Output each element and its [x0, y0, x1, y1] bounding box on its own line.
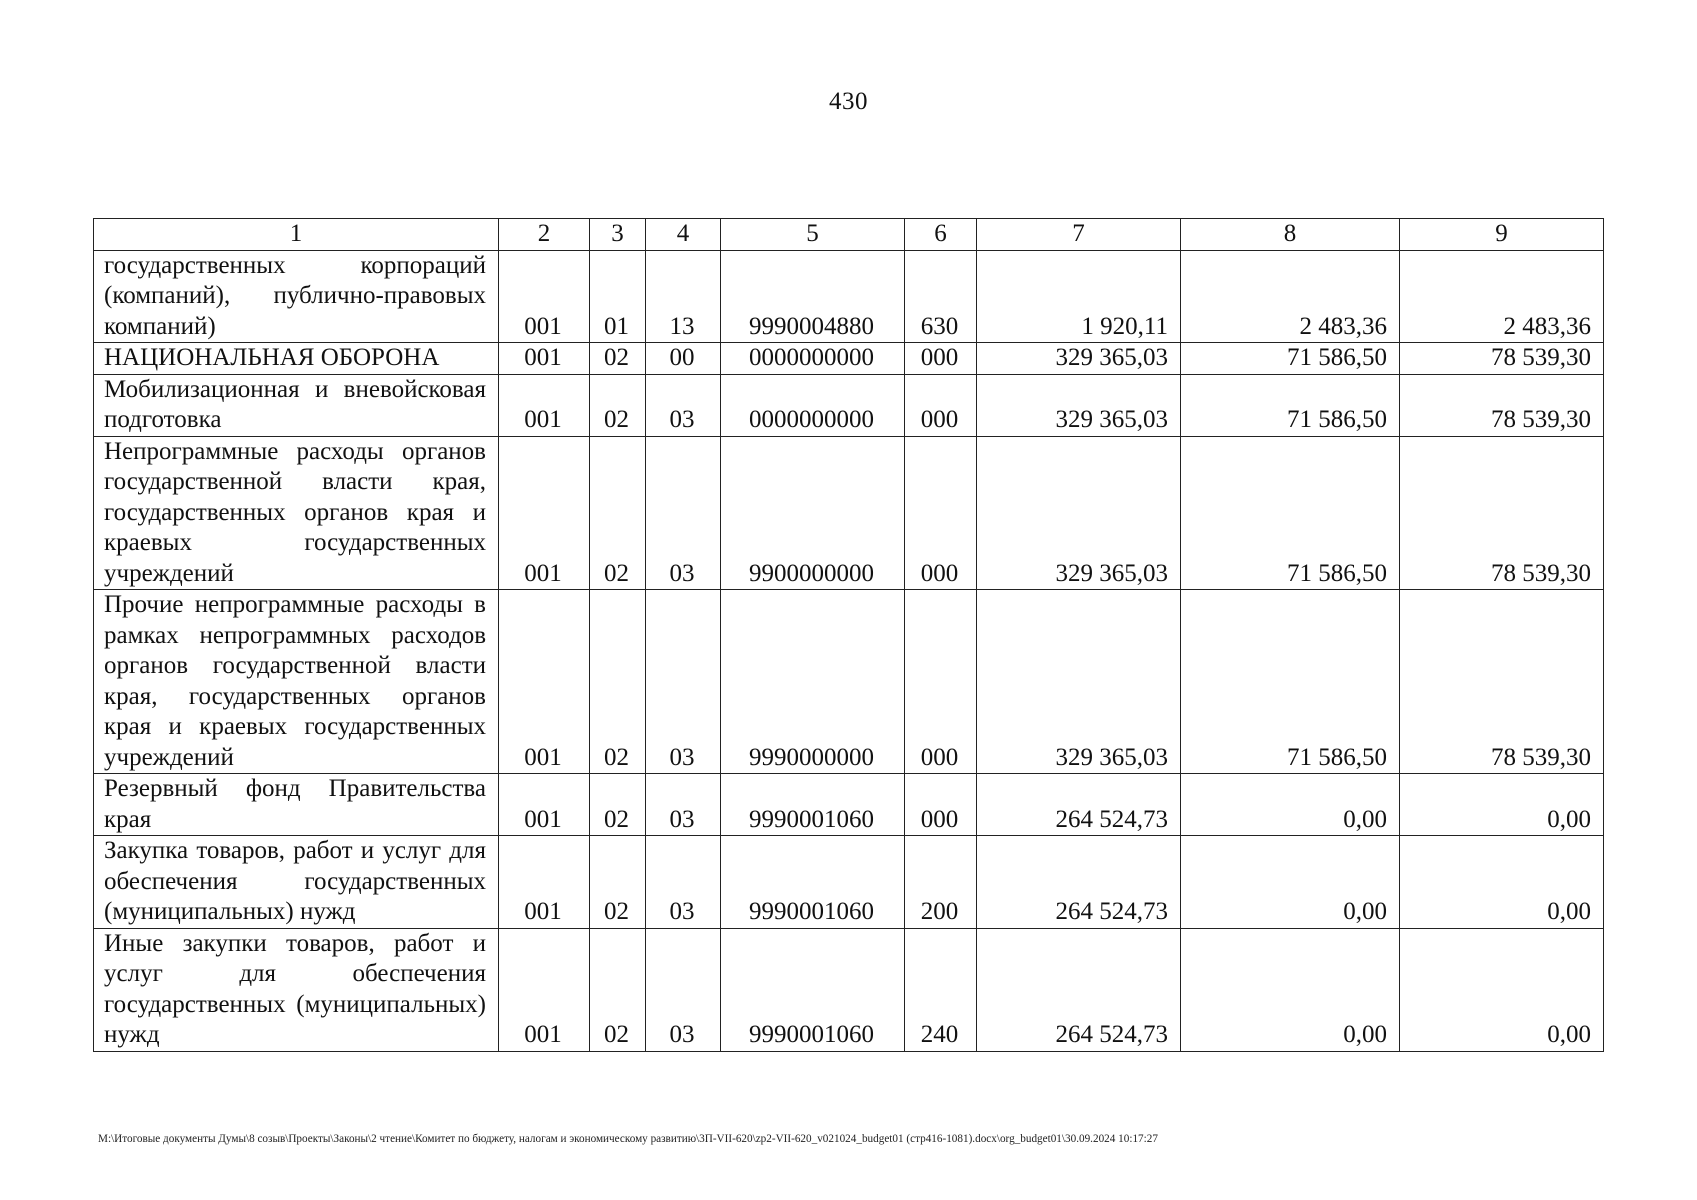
cell-section: 02: [590, 343, 646, 375]
row-name: Мобилизационная и вневойсковая подготовка: [94, 374, 499, 436]
cell-amount-7: 264 524,73: [977, 836, 1181, 929]
cell-amount-7: 329 365,03: [977, 374, 1181, 436]
cell-expense-type: 200: [905, 836, 977, 929]
cell-subsection: 13: [646, 250, 721, 343]
cell-amount-9: 2 483,36: [1400, 250, 1604, 343]
cell-amount-8: 2 483,36: [1181, 250, 1400, 343]
row-name: Иные закупки товаров, работ и услуг для обеспечения государственных (муниципальных) нужд: [94, 928, 499, 1051]
cell-subsection: 03: [646, 774, 721, 836]
col-header-8: 8: [1181, 219, 1400, 251]
cell-expense-type: 000: [905, 343, 977, 375]
table-row: [94, 436, 1604, 590]
table-row: [94, 343, 1604, 375]
cell-ministry: 001: [499, 374, 590, 436]
cell-amount-8: 71 586,50: [1181, 343, 1400, 375]
cell-section: 01: [590, 250, 646, 343]
cell-amount-7: 329 365,03: [977, 343, 1181, 375]
cell-section: 02: [590, 436, 646, 590]
row-name: НАЦИОНАЛЬНАЯ ОБОРОНА: [94, 343, 499, 375]
budget-table: [93, 218, 1604, 1052]
page-number: 430: [829, 88, 868, 115]
cell-expense-type: 000: [905, 590, 977, 774]
cell-amount-9: 78 539,30: [1400, 374, 1604, 436]
cell-section: 02: [590, 928, 646, 1051]
cell-amount-7: 264 524,73: [977, 928, 1181, 1051]
table-row: [94, 928, 1604, 1051]
col-header-2: 2: [499, 219, 590, 251]
row-name: Непрограммные расходы органов государственной власти края, государственных органов края и краевых государственных учреждений: [94, 436, 499, 590]
cell-subsection: 03: [646, 374, 721, 436]
cell-amount-8: 71 586,50: [1181, 374, 1400, 436]
cell-amount-8: 71 586,50: [1181, 436, 1400, 590]
col-header-9: 9: [1400, 219, 1604, 251]
cell-amount-7: 329 365,03: [977, 590, 1181, 774]
cell-target-article: 0000000000: [721, 374, 905, 436]
row-name: Резервный фонд Правительства края: [94, 774, 499, 836]
cell-amount-9: 0,00: [1400, 774, 1604, 836]
cell-subsection: 03: [646, 928, 721, 1051]
file-path-footer: M:\Итоговые документы Думы\8 созыв\Проекты\Законы\2 чтение\Комитет по бюджету, налогам и экономическому развитию\3П-VII-620\zp2-VII-620_v021024_budget01 (стр416-1081).docx\org_budget01\30.09.2024 10:17:27: [98, 1133, 1158, 1145]
cell-section: 02: [590, 836, 646, 929]
cell-amount-9: 0,00: [1400, 836, 1604, 929]
table-row: [94, 374, 1604, 436]
cell-target-article: 9990004880: [721, 250, 905, 343]
table-row: [94, 250, 1604, 343]
cell-target-article: 9990001060: [721, 836, 905, 929]
col-header-3: 3: [590, 219, 646, 251]
col-header-5: 5: [721, 219, 905, 251]
cell-ministry: 001: [499, 436, 590, 590]
cell-subsection: 03: [646, 436, 721, 590]
cell-ministry: 001: [499, 774, 590, 836]
cell-ministry: 001: [499, 250, 590, 343]
header-row: [94, 219, 1604, 251]
cell-subsection: 03: [646, 836, 721, 929]
cell-target-article: 9990000000: [721, 590, 905, 774]
cell-amount-9: 78 539,30: [1400, 343, 1604, 375]
cell-amount-7: 264 524,73: [977, 774, 1181, 836]
cell-subsection: 03: [646, 590, 721, 774]
cell-target-article: 9990001060: [721, 774, 905, 836]
table-row: [94, 774, 1604, 836]
cell-amount-9: 0,00: [1400, 928, 1604, 1051]
cell-amount-8: 0,00: [1181, 774, 1400, 836]
cell-ministry: 001: [499, 836, 590, 929]
col-header-7: 7: [977, 219, 1181, 251]
cell-target-article: 9990001060: [721, 928, 905, 1051]
cell-amount-9: 78 539,30: [1400, 590, 1604, 774]
row-name: Закупка товаров, работ и услуг для обеспечения государственных (муниципальных) нужд: [94, 836, 499, 929]
row-name: государственных корпораций (компаний), публично-правовых компаний): [94, 250, 499, 343]
cell-amount-7: 329 365,03: [977, 436, 1181, 590]
col-header-4: 4: [646, 219, 721, 251]
cell-amount-8: 71 586,50: [1181, 590, 1400, 774]
cell-subsection: 00: [646, 343, 721, 375]
table-row: [94, 836, 1604, 929]
cell-expense-type: 000: [905, 774, 977, 836]
table-row: [94, 590, 1604, 774]
cell-amount-7: 1 920,11: [977, 250, 1181, 343]
cell-ministry: 001: [499, 590, 590, 774]
cell-section: 02: [590, 374, 646, 436]
cell-amount-8: 0,00: [1181, 836, 1400, 929]
cell-expense-type: 630: [905, 250, 977, 343]
cell-section: 02: [590, 774, 646, 836]
cell-expense-type: 000: [905, 436, 977, 590]
cell-expense-type: 000: [905, 374, 977, 436]
cell-ministry: 001: [499, 928, 590, 1051]
col-header-6: 6: [905, 219, 977, 251]
cell-target-article: 9900000000: [721, 436, 905, 590]
row-name: Прочие непрограммные расходы в рамках непрограммных расходов органов государственной власти края, государственных органов края и краевых государственных учреждений: [94, 590, 499, 774]
cell-amount-9: 78 539,30: [1400, 436, 1604, 590]
cell-expense-type: 240: [905, 928, 977, 1051]
cell-ministry: 001: [499, 343, 590, 375]
cell-amount-8: 0,00: [1181, 928, 1400, 1051]
cell-section: 02: [590, 590, 646, 774]
col-header-1: 1: [94, 219, 499, 251]
cell-target-article: 0000000000: [721, 343, 905, 375]
